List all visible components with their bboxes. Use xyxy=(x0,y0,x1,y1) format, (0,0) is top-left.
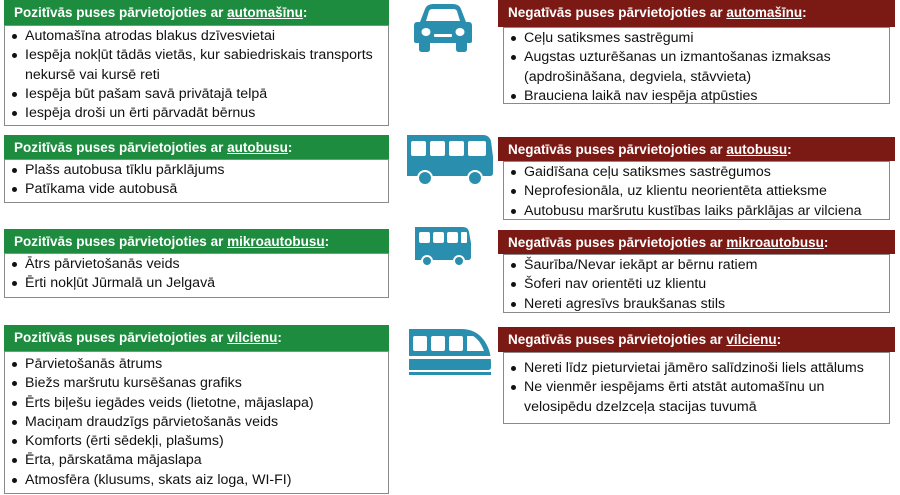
list-item: Plašs autobusa tīklu pārklājums xyxy=(9,161,382,180)
header-prefix: Pozitīvās puses pārvietojoties ar xyxy=(14,5,228,20)
list-item: Nereti agresīvs braukšanas stils xyxy=(508,295,883,314)
list-item: Komforts (ērti sēdekļi, plašums) xyxy=(9,432,382,451)
header-prefix: Pozitīvās puses pārvietojoties ar xyxy=(14,234,228,249)
positive-list-bus xyxy=(4,159,389,203)
positive-header-train xyxy=(4,325,389,351)
negative-list-car xyxy=(503,27,890,104)
minibus-icon xyxy=(413,225,473,267)
header-prefix: Negatīvās puses pārvietojoties ar xyxy=(508,332,727,347)
header-prefix: Negatīvās puses pārvietojoties ar xyxy=(508,142,727,157)
header-suffix: : xyxy=(787,142,792,157)
header-keyword: mikroautobusu xyxy=(227,234,325,249)
list-item: Ātrs pārvietošanās veids xyxy=(9,255,382,274)
list-item: Iespēja būt pašam savā privātajā telpā xyxy=(9,85,382,104)
list-item: Ērta, pārskatāma mājaslapa xyxy=(9,451,382,470)
negative-header-car xyxy=(498,0,895,27)
header-keyword: autobusu xyxy=(227,140,288,155)
list-item: Šaurība/Nevar iekāpt ar bērnu ratiem xyxy=(508,256,883,275)
list-item: Atmosfēra (klusums, skats aiz loga, WI-FI) xyxy=(9,471,382,490)
header-suffix: : xyxy=(277,330,282,345)
header-suffix: : xyxy=(802,5,807,20)
list-item: Ne vienmēr iespējams ērti atstāt automašīnu un velosipēdu dzelzceļa stacijas tuvumā xyxy=(508,378,883,417)
header-keyword: automašīnu xyxy=(227,5,303,20)
list-item: Maciņam draudzīgs pārvietošanās veids xyxy=(9,413,382,432)
header-prefix: Pozitīvās puses pārvietojoties ar xyxy=(14,140,228,155)
list-item: Iespēja nokļūt tādās vietās, kur sabiedriskais transports nekursē vai kursē reti xyxy=(9,46,382,85)
header-prefix: Pozitīvās puses pārvietojoties ar xyxy=(14,330,228,345)
list-item: Ceļu satiksmes sastrēgumi xyxy=(508,29,883,48)
car-icon xyxy=(413,3,473,53)
list-item: Nereti līdz pieturvietai jāmēro salīdzinoši liels attālums xyxy=(508,359,883,378)
header-keyword: vilcienu xyxy=(227,330,278,345)
header-suffix: : xyxy=(287,140,293,155)
header-suffix: : xyxy=(823,235,829,250)
list-item: Iespēja droši un ērti pārvadāt bērnus xyxy=(9,104,382,123)
list-item: Patīkama vide autobusā xyxy=(9,180,382,199)
header-prefix: Negatīvās puses pārvietojoties ar xyxy=(508,5,727,20)
negative-list-bus xyxy=(503,161,890,220)
list-item: Automašīna atrodas blakus dzīvesvietai xyxy=(9,27,382,46)
list-item: Gaidīšana ceļu satiksmes sastrēgumos xyxy=(508,163,883,182)
positive-header-bus xyxy=(4,135,389,159)
bus-icon xyxy=(405,133,495,186)
header-keyword: mikroautobusu xyxy=(726,235,824,250)
negative-list-minibus xyxy=(503,254,890,313)
positive-list-car xyxy=(4,25,389,126)
list-item: Šoferi nav orientēti uz klientu xyxy=(508,275,883,294)
negative-header-train xyxy=(498,327,895,352)
header-keyword: vilcienu xyxy=(726,332,777,347)
list-item: Brauciena laikā nav iespēja atpūsties xyxy=(508,87,883,106)
header-prefix: Negatīvās puses pārvietojoties ar xyxy=(508,235,727,250)
list-item: Augstas uzturēšanas un izmantošanas izmaksas (apdrošināšana, degviela, stāvvieta) xyxy=(508,48,883,87)
list-item: Ērti nokļūt Jūrmalā un Jelgavā xyxy=(9,274,382,293)
header-keyword: automašīnu xyxy=(726,5,803,20)
negative-header-minibus xyxy=(498,230,895,254)
list-item: Pārvietošanās ātrums xyxy=(9,355,382,374)
list-item: Autobusu maršrutu kustības laiks pārklājas ar vilciena xyxy=(508,202,883,221)
list-item: Biežs maršrutu kursēšanas grafiks xyxy=(9,374,382,393)
header-keyword: autobusu xyxy=(726,142,788,157)
header-suffix: : xyxy=(324,234,330,249)
positive-header-car xyxy=(4,0,389,25)
list-item: Neprofesionāla, uz klientu neorientēta attieksme xyxy=(508,182,883,201)
train-icon xyxy=(407,325,493,375)
positive-header-minibus xyxy=(4,229,389,253)
negative-header-bus xyxy=(498,137,895,161)
header-suffix: : xyxy=(302,5,308,20)
positive-list-minibus xyxy=(4,253,389,298)
header-suffix: : xyxy=(776,332,782,347)
positive-list-train xyxy=(4,351,389,494)
negative-list-train xyxy=(503,352,890,424)
list-item: Ērts biļešu iegādes veids (lietotne, mājaslapa) xyxy=(9,394,382,413)
